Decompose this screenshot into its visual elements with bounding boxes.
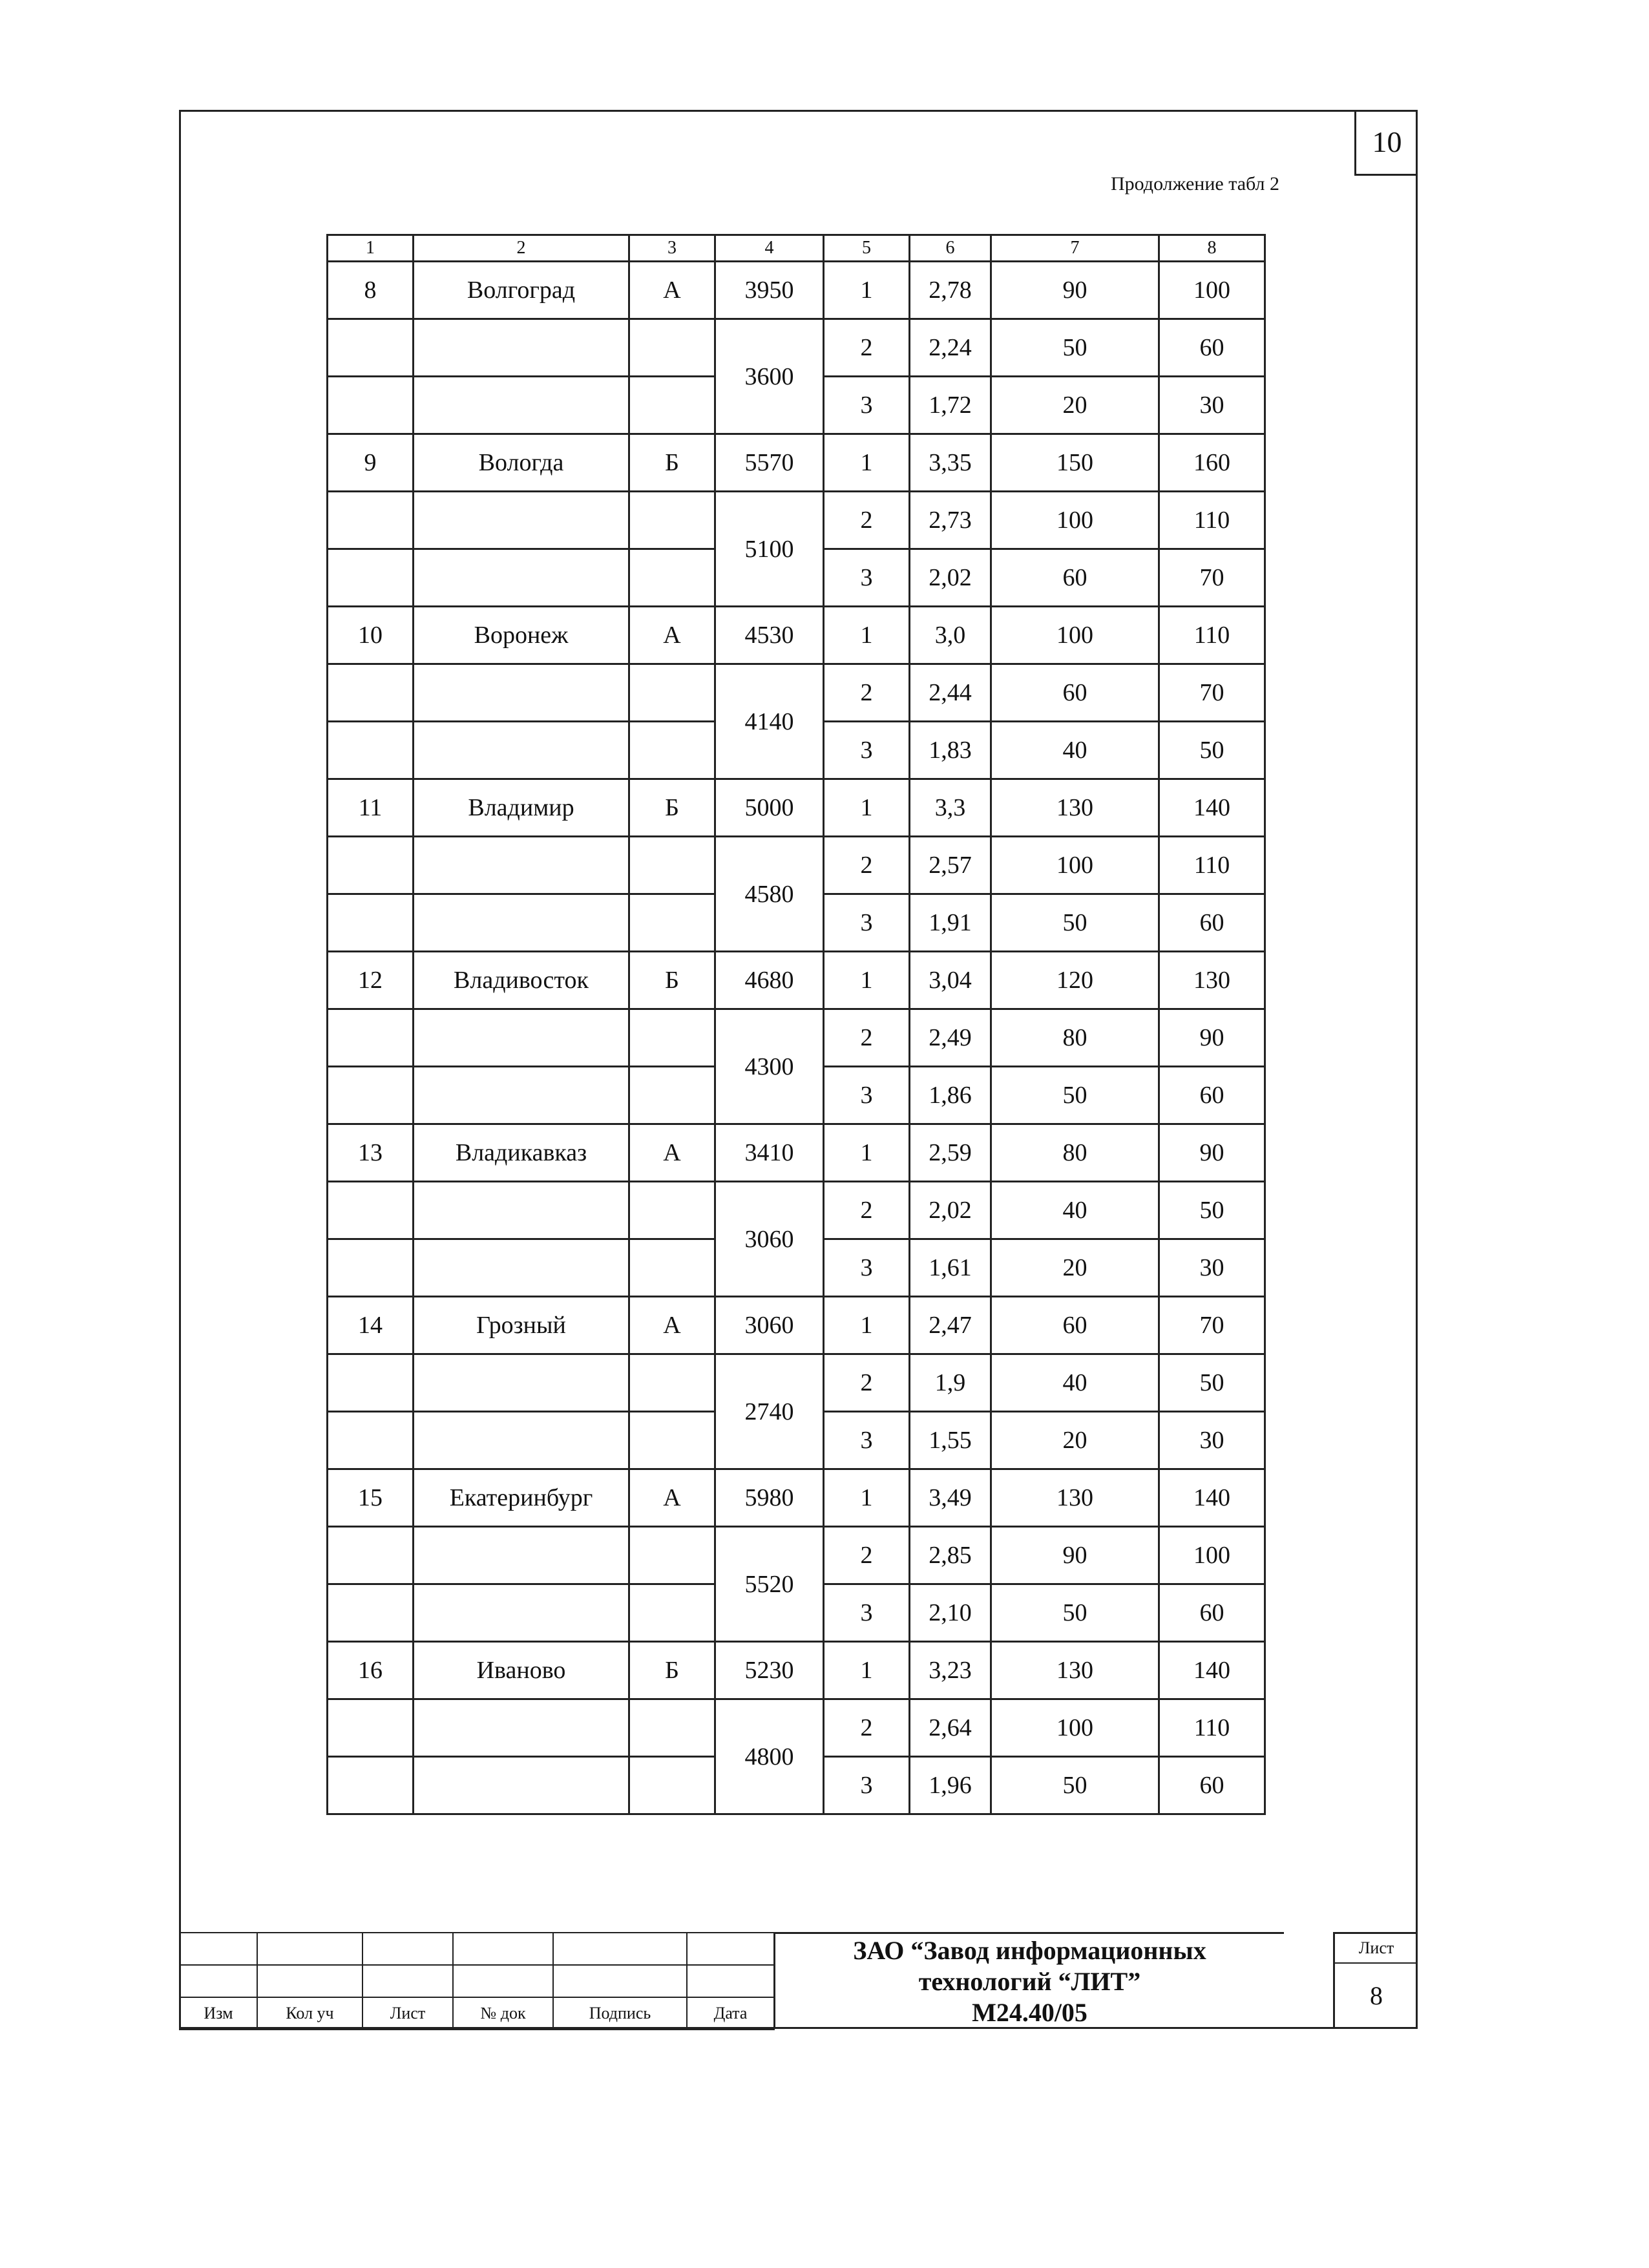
cell-col7: 80 <box>991 1009 1159 1067</box>
sheet-label: Лист <box>1335 1934 1418 1964</box>
table-row <box>328 262 1265 319</box>
cell-col8: 70 <box>1159 664 1265 722</box>
cell-empty <box>328 1354 414 1412</box>
cell-col6: 1,55 <box>910 1412 991 1469</box>
cell-col5: 2 <box>824 1182 910 1239</box>
cell-col4: 4680 <box>715 952 824 1009</box>
cell-empty <box>328 1757 414 1814</box>
cell-class: А <box>629 1469 715 1527</box>
cell-empty <box>328 1182 414 1239</box>
cell-empty <box>629 1009 715 1067</box>
cell-col7: 40 <box>991 1354 1159 1412</box>
cell-empty <box>414 1757 629 1814</box>
table-row <box>328 952 1265 1009</box>
column-header: 3 <box>629 235 715 262</box>
cell-col8: 50 <box>1159 1182 1265 1239</box>
cell-col5: 3 <box>824 1067 910 1124</box>
cell-col7: 40 <box>991 722 1159 779</box>
cell-empty <box>414 1354 629 1412</box>
cell-empty <box>328 1527 414 1584</box>
cell-city: Иваново <box>414 1642 629 1699</box>
cell-col8: 110 <box>1159 492 1265 549</box>
stamp-label-list: Лист <box>362 1997 453 2030</box>
cell-col4-merged: 3600 <box>715 319 824 434</box>
cell-empty <box>414 837 629 894</box>
cell-city: Владивосток <box>414 952 629 1009</box>
cell-class: Б <box>629 779 715 837</box>
column-header: 7 <box>991 235 1159 262</box>
table-row <box>328 779 1265 837</box>
cell-empty <box>629 664 715 722</box>
cell-col7: 100 <box>991 837 1159 894</box>
column-header: 4 <box>715 235 824 262</box>
cell-col7: 150 <box>991 434 1159 492</box>
cell-col5: 1 <box>824 1297 910 1354</box>
cell-col5: 1 <box>824 1469 910 1527</box>
stamp-label-izm: Изм <box>180 1997 257 2030</box>
cell-empty <box>328 1699 414 1757</box>
cell-col6: 2,85 <box>910 1527 991 1584</box>
cell-col8: 100 <box>1159 262 1265 319</box>
cell-col6: 2,02 <box>910 1182 991 1239</box>
cell-col4-merged: 4300 <box>715 1009 824 1124</box>
cell-col8: 110 <box>1159 607 1265 664</box>
cell-col8: 60 <box>1159 1757 1265 1814</box>
cell-number: 14 <box>328 1297 414 1354</box>
cell-city: Волгоград <box>414 262 629 319</box>
cell-col5: 2 <box>824 1354 910 1412</box>
cell-col4: 5570 <box>715 434 824 492</box>
cell-col5: 2 <box>824 1527 910 1584</box>
cell-col5: 1 <box>824 1642 910 1699</box>
cell-col7: 40 <box>991 1182 1159 1239</box>
stamp-label-date: Дата <box>687 1997 774 2030</box>
cell-empty <box>414 1699 629 1757</box>
cell-class: Б <box>629 434 715 492</box>
cell-col6: 3,49 <box>910 1469 991 1527</box>
cell-col6: 2,47 <box>910 1297 991 1354</box>
cell-col4-merged: 4580 <box>715 837 824 952</box>
cell-empty <box>414 1067 629 1124</box>
cell-col6: 2,57 <box>910 837 991 894</box>
cell-col8: 140 <box>1159 1469 1265 1527</box>
cell-col8: 60 <box>1159 894 1265 952</box>
document-code: М24.40/05 <box>972 1997 1087 2027</box>
cell-col5: 2 <box>824 837 910 894</box>
cell-empty <box>328 1584 414 1642</box>
cell-col7: 50 <box>991 1067 1159 1124</box>
cell-col7: 50 <box>991 1757 1159 1814</box>
cell-col8: 30 <box>1159 1412 1265 1469</box>
cell-col6: 1,96 <box>910 1757 991 1814</box>
table-row <box>328 492 1265 549</box>
cell-empty <box>328 492 414 549</box>
table-row <box>328 664 1265 722</box>
cell-class: Б <box>629 1642 715 1699</box>
cell-col7: 50 <box>991 894 1159 952</box>
table-row <box>328 1527 1265 1584</box>
cell-col4-merged: 2740 <box>715 1354 824 1469</box>
cell-empty <box>629 837 715 894</box>
cell-city: Владимир <box>414 779 629 837</box>
cell-col8: 50 <box>1159 722 1265 779</box>
cell-col4-merged: 4140 <box>715 664 824 779</box>
cell-col4: 5000 <box>715 779 824 837</box>
cell-col7: 90 <box>991 262 1159 319</box>
cell-class: Б <box>629 952 715 1009</box>
cell-city: Екатеринбург <box>414 1469 629 1527</box>
cell-col5: 1 <box>824 779 910 837</box>
table-row <box>328 1009 1265 1067</box>
table-row <box>328 1354 1265 1412</box>
cell-col7: 60 <box>991 664 1159 722</box>
cell-col7: 130 <box>991 1469 1159 1527</box>
cell-col8: 70 <box>1159 549 1265 607</box>
cell-empty <box>414 1527 629 1584</box>
cell-empty <box>629 1584 715 1642</box>
data-table <box>326 234 1266 1815</box>
page-number: 10 <box>1354 110 1418 176</box>
cell-col7: 100 <box>991 607 1159 664</box>
cell-empty <box>629 1182 715 1239</box>
cell-empty <box>414 894 629 952</box>
cell-col6: 1,61 <box>910 1239 991 1297</box>
cell-col6: 1,91 <box>910 894 991 952</box>
cell-col8: 90 <box>1159 1124 1265 1182</box>
cell-col4: 5980 <box>715 1469 824 1527</box>
cell-col6: 1,9 <box>910 1354 991 1412</box>
cell-col5: 3 <box>824 1412 910 1469</box>
cell-empty <box>328 549 414 607</box>
cell-col8: 60 <box>1159 1584 1265 1642</box>
cell-col4-merged: 4800 <box>715 1699 824 1814</box>
cell-col4: 3410 <box>715 1124 824 1182</box>
cell-empty <box>629 722 715 779</box>
cell-empty <box>629 1239 715 1297</box>
cell-col7: 60 <box>991 1297 1159 1354</box>
cell-empty <box>629 319 715 377</box>
cell-col8: 30 <box>1159 377 1265 434</box>
cell-col4-merged: 5520 <box>715 1527 824 1642</box>
stamp-label-signature: Подпись <box>553 1997 687 2030</box>
cell-col8: 30 <box>1159 1239 1265 1297</box>
table-row <box>328 837 1265 894</box>
cell-col4: 3060 <box>715 1297 824 1354</box>
cell-empty <box>414 1412 629 1469</box>
cell-col7: 20 <box>991 1239 1159 1297</box>
table-row <box>328 1297 1265 1354</box>
cell-col7: 90 <box>991 1527 1159 1584</box>
table-row <box>328 1182 1265 1239</box>
cell-number: 12 <box>328 952 414 1009</box>
cell-empty <box>328 894 414 952</box>
cell-col8: 100 <box>1159 1527 1265 1584</box>
cell-col8: 70 <box>1159 1297 1265 1354</box>
cell-col5: 1 <box>824 1124 910 1182</box>
header-row <box>328 235 1265 262</box>
cell-col5: 3 <box>824 1239 910 1297</box>
stamp-label-kol-uch: Кол уч <box>257 1997 362 2030</box>
cell-col7: 100 <box>991 492 1159 549</box>
sheet-box <box>1333 1932 1418 2029</box>
cell-col8: 140 <box>1159 1642 1265 1699</box>
org-line-2: технологий “ЛИТ” <box>918 1966 1141 1996</box>
cell-empty <box>414 1182 629 1239</box>
cell-empty <box>328 664 414 722</box>
cell-col6: 3,0 <box>910 607 991 664</box>
cell-class: А <box>629 607 715 664</box>
cell-city: Воронеж <box>414 607 629 664</box>
cell-col7: 50 <box>991 319 1159 377</box>
cell-empty <box>328 837 414 894</box>
cell-col5: 1 <box>824 952 910 1009</box>
cell-empty <box>414 492 629 549</box>
cell-empty <box>328 1239 414 1297</box>
table-row <box>328 1699 1265 1757</box>
cell-empty <box>328 1412 414 1469</box>
cell-col5: 2 <box>824 1699 910 1757</box>
cell-empty <box>629 1527 715 1584</box>
cell-empty <box>414 722 629 779</box>
cell-empty <box>414 664 629 722</box>
cell-empty <box>414 1239 629 1297</box>
column-header: 1 <box>328 235 414 262</box>
cell-col6: 3,35 <box>910 434 991 492</box>
cell-col4-merged: 5100 <box>715 492 824 607</box>
cell-col7: 100 <box>991 1699 1159 1757</box>
org-line-1: ЗАО “Завод информационных <box>853 1935 1206 1965</box>
cell-class: А <box>629 262 715 319</box>
cell-col8: 90 <box>1159 1009 1265 1067</box>
cell-empty <box>328 722 414 779</box>
column-header: 5 <box>824 235 910 262</box>
cell-col7: 130 <box>991 779 1159 837</box>
cell-empty <box>414 1009 629 1067</box>
organization-block <box>773 1932 1284 2029</box>
sheet-number: 8 <box>1370 1981 1383 2010</box>
stamp-table <box>179 1932 775 2030</box>
cell-col6: 2,10 <box>910 1584 991 1642</box>
cell-empty <box>629 492 715 549</box>
cell-col7: 60 <box>991 549 1159 607</box>
cell-col5: 3 <box>824 722 910 779</box>
cell-col8: 110 <box>1159 837 1265 894</box>
cell-number: 8 <box>328 262 414 319</box>
cell-empty <box>629 1757 715 1814</box>
cell-col5: 3 <box>824 1584 910 1642</box>
cell-col7: 20 <box>991 1412 1159 1469</box>
cell-empty <box>328 377 414 434</box>
stamp-label-doc-no: № док <box>453 1997 553 2030</box>
cell-empty <box>328 1009 414 1067</box>
table-row <box>328 1642 1265 1699</box>
cell-class: А <box>629 1124 715 1182</box>
table-row <box>328 607 1265 664</box>
cell-col5: 3 <box>824 1757 910 1814</box>
cell-col6: 3,3 <box>910 779 991 837</box>
cell-col4: 3950 <box>715 262 824 319</box>
cell-col6: 2,49 <box>910 1009 991 1067</box>
column-header: 8 <box>1159 235 1265 262</box>
cell-empty <box>629 1354 715 1412</box>
cell-col6: 1,83 <box>910 722 991 779</box>
cell-col5: 3 <box>824 549 910 607</box>
cell-empty <box>629 1699 715 1757</box>
cell-col5: 1 <box>824 607 910 664</box>
cell-empty <box>414 1584 629 1642</box>
cell-empty <box>328 1067 414 1124</box>
title-block <box>179 1932 1418 2029</box>
table-row <box>328 1124 1265 1182</box>
cell-col8: 50 <box>1159 1354 1265 1412</box>
cell-city: Владикавказ <box>414 1124 629 1182</box>
table-row <box>328 1469 1265 1527</box>
cell-col7: 130 <box>991 1642 1159 1699</box>
cell-col4: 4530 <box>715 607 824 664</box>
cell-col7: 120 <box>991 952 1159 1009</box>
cell-empty <box>629 1067 715 1124</box>
cell-empty <box>629 894 715 952</box>
cell-col5: 3 <box>824 894 910 952</box>
cell-col8: 110 <box>1159 1699 1265 1757</box>
cell-col7: 50 <box>991 1584 1159 1642</box>
cell-col8: 60 <box>1159 319 1265 377</box>
cell-number: 11 <box>328 779 414 837</box>
cell-col5: 1 <box>824 262 910 319</box>
table-row <box>328 434 1265 492</box>
cell-number: 16 <box>328 1642 414 1699</box>
column-header: 2 <box>414 235 629 262</box>
cell-col4-merged: 3060 <box>715 1182 824 1297</box>
cell-col6: 2,59 <box>910 1124 991 1182</box>
table-row <box>328 319 1265 377</box>
cell-col5: 3 <box>824 377 910 434</box>
cell-col6: 1,86 <box>910 1067 991 1124</box>
cell-number: 15 <box>328 1469 414 1527</box>
cell-empty <box>414 377 629 434</box>
cell-number: 13 <box>328 1124 414 1182</box>
cell-city: Грозный <box>414 1297 629 1354</box>
cell-empty <box>414 549 629 607</box>
cell-col6: 2,24 <box>910 319 991 377</box>
cell-col6: 2,78 <box>910 262 991 319</box>
cell-col8: 160 <box>1159 434 1265 492</box>
cell-empty <box>629 377 715 434</box>
cell-empty <box>414 319 629 377</box>
column-header: 6 <box>910 235 991 262</box>
cell-class: А <box>629 1297 715 1354</box>
cell-col6: 3,23 <box>910 1642 991 1699</box>
cell-col8: 130 <box>1159 952 1265 1009</box>
cell-col7: 20 <box>991 377 1159 434</box>
cell-col7: 80 <box>991 1124 1159 1182</box>
cell-col6: 2,44 <box>910 664 991 722</box>
cell-empty <box>629 1412 715 1469</box>
cell-col6: 2,73 <box>910 492 991 549</box>
cell-empty <box>328 319 414 377</box>
cell-col6: 2,02 <box>910 549 991 607</box>
cell-col5: 2 <box>824 664 910 722</box>
cell-col8: 140 <box>1159 779 1265 837</box>
cell-col6: 1,72 <box>910 377 991 434</box>
cell-number: 10 <box>328 607 414 664</box>
cell-col6: 2,64 <box>910 1699 991 1757</box>
cell-empty <box>629 549 715 607</box>
cell-number: 9 <box>328 434 414 492</box>
cell-col6: 3,04 <box>910 952 991 1009</box>
cell-col4: 5230 <box>715 1642 824 1699</box>
cell-col5: 2 <box>824 319 910 377</box>
cell-city: Вологда <box>414 434 629 492</box>
cell-col8: 60 <box>1159 1067 1265 1124</box>
table-caption: Продолжение табл 2 <box>1111 173 1279 194</box>
cell-col5: 2 <box>824 1009 910 1067</box>
cell-col5: 1 <box>824 434 910 492</box>
cell-col5: 2 <box>824 492 910 549</box>
